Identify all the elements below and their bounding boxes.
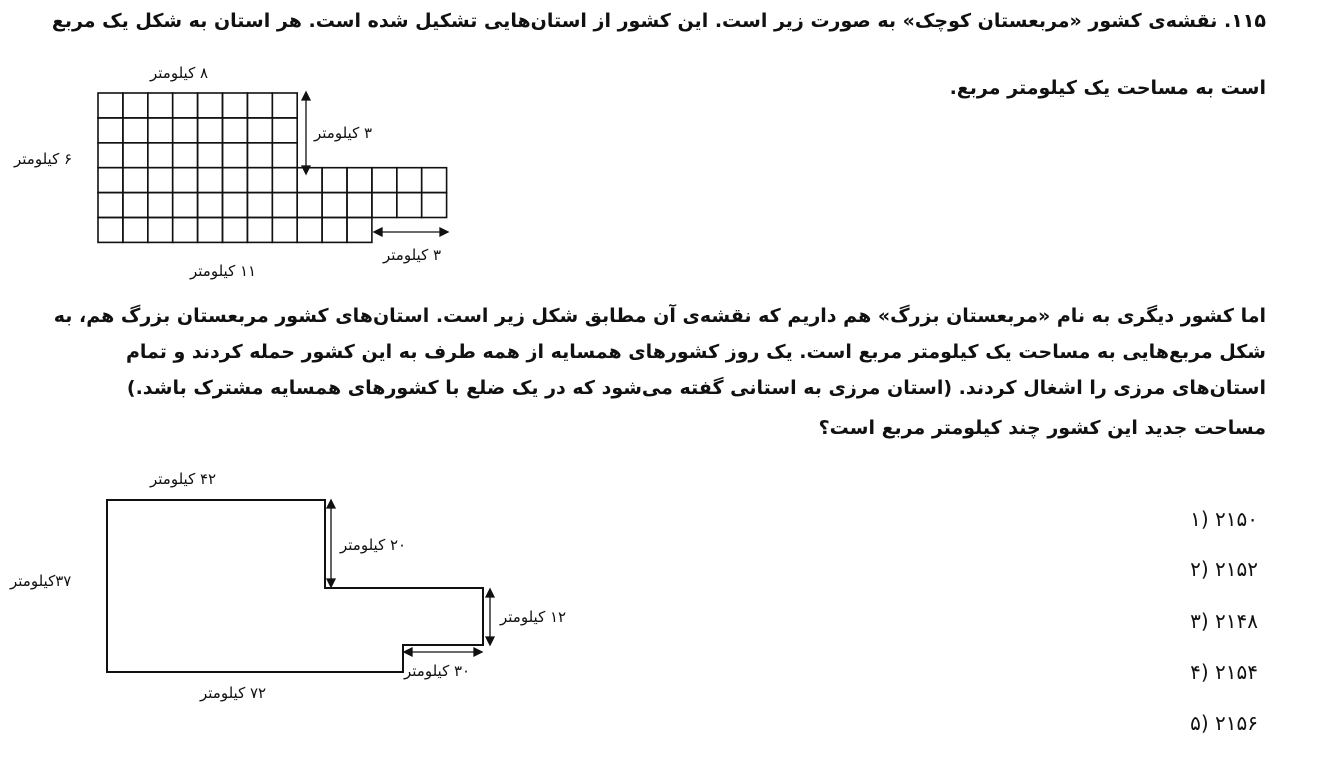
figure2-label-notch: ۳۰ کیلومتر xyxy=(404,662,471,680)
grid-cell xyxy=(397,168,422,193)
figure2-outline xyxy=(107,500,483,672)
grid-cell xyxy=(422,168,447,193)
figure2-label-left: ۳۷کیلومتر xyxy=(10,572,72,590)
grid-cell xyxy=(198,168,223,193)
problem-number: ۱۱۵. xyxy=(1223,10,1266,32)
grid-cell xyxy=(98,93,123,118)
grid-cell xyxy=(148,193,173,218)
grid-cell xyxy=(247,218,272,243)
grid-cell xyxy=(148,168,173,193)
grid-cell xyxy=(173,143,198,168)
figure1-notch-arrow xyxy=(374,228,448,236)
grid-cell xyxy=(347,168,372,193)
grid-cell xyxy=(198,93,223,118)
grid-cell xyxy=(198,193,223,218)
grid-cell xyxy=(223,168,248,193)
grid-cell xyxy=(173,218,198,243)
grid-cell xyxy=(272,218,297,243)
figure2-lower-arrow xyxy=(486,589,494,645)
grid-cell xyxy=(347,193,372,218)
problem-question: مساحت جدید این کشور چند کیلومتر مربع است؟ xyxy=(818,417,1266,439)
grid-cell xyxy=(297,193,322,218)
grid-cell xyxy=(173,93,198,118)
grid-cell xyxy=(372,193,397,218)
figure2-label-step: ۲۰ کیلومتر xyxy=(340,536,407,554)
option-1[interactable]: ۲۱۵۰ (۱ xyxy=(1190,507,1258,531)
problem-line-3: اما کشور دیگری به نام «مربعستان بزرگ» هم داریم که نقشه‌ی آن مطابق شکل زیر است. استان‌های کشور مربعستان بزرگ هم، به xyxy=(53,305,1266,327)
grid-cell xyxy=(223,93,248,118)
grid-cell xyxy=(223,193,248,218)
figure1-step-arrow xyxy=(302,92,310,174)
figure2-notch-arrow xyxy=(404,648,482,656)
grid-cell xyxy=(173,193,198,218)
grid-cell xyxy=(173,118,198,143)
grid-cell xyxy=(223,143,248,168)
grid-cell xyxy=(297,218,322,243)
figure2-label-top: ۴۲ کیلومتر xyxy=(150,470,217,488)
grid-cell xyxy=(272,118,297,143)
grid-cell xyxy=(198,218,223,243)
figure1-label-notch: ۳ کیلومتر xyxy=(383,246,442,264)
grid-cell xyxy=(223,118,248,143)
grid-cell xyxy=(98,118,123,143)
grid-cell xyxy=(247,143,272,168)
grid-cell xyxy=(397,193,422,218)
grid-cell xyxy=(148,143,173,168)
figure1-label-step: ۳ کیلومتر xyxy=(314,124,373,142)
problem-line-5: استان‌های مرزی را اشغال کردند. (استان مرزی به استانی گفته می‌شود که در یک ضلع با کشورهای همسایه مشترک باشد.) xyxy=(126,377,1266,399)
option-4[interactable]: ۲۱۵۴ (۴ xyxy=(1190,660,1258,684)
figure2-label-lower: ۱۲ کیلومتر xyxy=(500,608,567,626)
grid-cell xyxy=(123,218,148,243)
option-5[interactable]: ۲۱۵۶ (۵ xyxy=(1190,711,1258,735)
grid-cell xyxy=(148,118,173,143)
grid-cell xyxy=(247,93,272,118)
grid-cell xyxy=(98,143,123,168)
grid-cell xyxy=(272,143,297,168)
grid-cell xyxy=(123,118,148,143)
figure1-label-bottom: ۱۱ کیلومتر xyxy=(190,262,257,280)
grid-cell xyxy=(272,93,297,118)
figure1-label-top: ۸ کیلومتر xyxy=(150,64,209,82)
problem-line-4: شکل مربع‌هایی به مساحت یک کیلومتر مربع است. یک روز کشورهای همسایه از همه طرف به این کشور حمله کردند و تمام xyxy=(125,341,1266,363)
grid-cell xyxy=(123,193,148,218)
grid-cell xyxy=(98,218,123,243)
grid-cell xyxy=(247,193,272,218)
grid-cell xyxy=(347,218,372,243)
grid-cell xyxy=(223,218,248,243)
grid-cell xyxy=(198,118,223,143)
grid-cell xyxy=(272,193,297,218)
grid-cell xyxy=(297,168,322,193)
problem-line-2: است به مساحت یک کیلومتر مربع. xyxy=(949,77,1266,99)
grid-cell xyxy=(173,168,198,193)
grid-cell xyxy=(272,168,297,193)
grid-cell xyxy=(123,93,148,118)
option-2[interactable]: ۲۱۵۲ (۲ xyxy=(1190,557,1258,581)
grid-cell xyxy=(372,168,397,193)
grid-cell xyxy=(247,118,272,143)
grid-cell xyxy=(247,168,272,193)
grid-cell xyxy=(98,168,123,193)
grid-cell xyxy=(198,143,223,168)
grid-cell xyxy=(148,218,173,243)
figure2-label-bottom: ۷۲ کیلومتر xyxy=(200,684,267,702)
figure2-step-arrow xyxy=(327,500,335,587)
grid-cell xyxy=(123,143,148,168)
option-3[interactable]: ۲۱۴۸ (۳ xyxy=(1190,609,1258,633)
grid-cell xyxy=(98,193,123,218)
grid-cell xyxy=(422,193,447,218)
grid-cell xyxy=(322,218,347,243)
grid-cell xyxy=(322,193,347,218)
problem-text-1: نقشه‌ی کشور «مربعستان کوچک» به صورت زیر است. این کشور از استان‌هایی تشکیل شده است. هر استان به شکل یک مربع xyxy=(51,10,1218,32)
grid-cell xyxy=(322,168,347,193)
figure1-label-left: ۶ کیلومتر xyxy=(14,150,73,168)
grid-cell xyxy=(123,168,148,193)
grid-cell xyxy=(148,93,173,118)
